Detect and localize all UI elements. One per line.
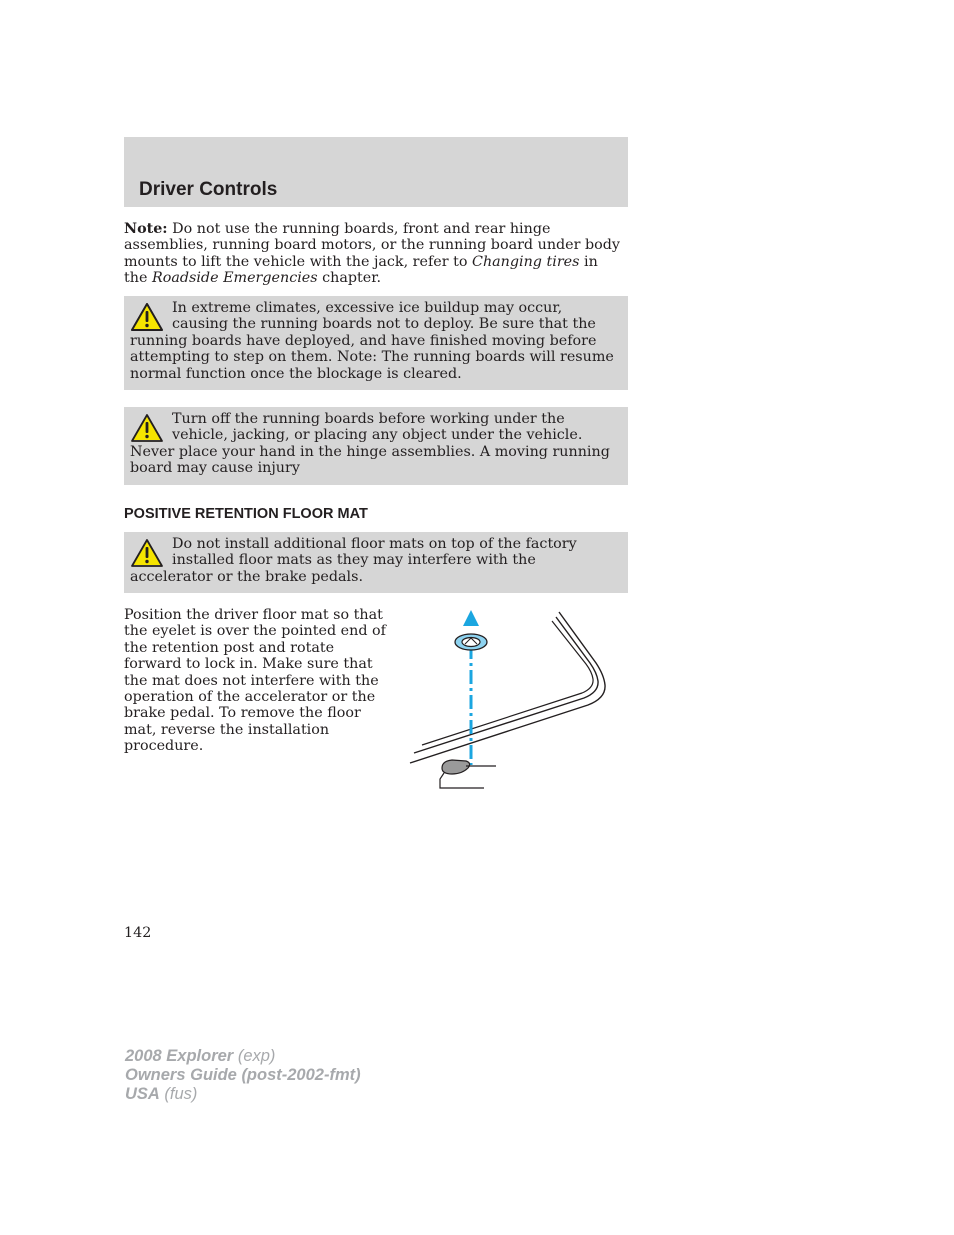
warning-box-ice-buildup [124,296,628,390]
note-paragraph [124,221,624,287]
warning-triangle-icon [130,302,164,332]
retention-post [442,760,470,774]
floor-mat-retention-post-illustration [400,605,628,795]
note-reference-roadside-emergencies: Roadside Emergencies [151,270,318,287]
section-title: Driver Controls [139,179,278,200]
page-number: 142 [124,925,152,941]
note-text-2: in the [124,253,598,287]
floor-mat-instructions: Position the driver floor mat so that the eyelet is over the pointed end of the retention post and rotate forward to lock in. Make sure that the mat does not interfere with the operation of the accelerator or the brake pedal. To remove the floor mat, reverse the installation procedure. [124,607,386,755]
section-heading: POSITIVE RETENTION FLOOR MAT [124,506,368,522]
note-text-1: Do not use the running boards, front and rear hinge assemblies, running board motors, or the running board under body mounts to lift the vehicle with the jack, refer to [124,221,621,270]
footer-line-1: 2008 Explorer (exp) [125,1047,276,1065]
note-label: Note: [124,221,168,237]
warning-text: In extreme climates, excessive ice buildup may occur, causing the running boards not to deploy. Be sure that the running boards have deployed, and have finished moving before attempting to step on them. Note: The running boards will resume normal function once the blockage is cleared. [130,300,614,382]
document-footer [125,1047,361,1104]
note-text-3: chapter. [317,270,382,287]
section-header-band [124,137,628,207]
warning-text: Do not install additional floor mats on top of the factory installed floor mats as they may interfere with the accelerator or the brake pedals. [130,536,577,585]
warning-text: Turn off the running boards before working under the vehicle, jacking, or placing any object under the vehicle. Never place your hand in the hinge assemblies. A moving running board may cause injury [130,411,610,477]
warning-triangle-icon [130,413,164,443]
floor-mat-inner-edge-1 [414,617,598,753]
footer-line-2: Owners Guide (post-2002-fmt) [125,1066,361,1084]
footer-line-3: USA (fus) [125,1085,198,1103]
warning-box-turn-off-running-boards [124,407,628,485]
warning-triangle-icon [130,538,164,568]
eyelet-inner [462,638,480,647]
floor-mat-inner-edge-2 [422,621,593,745]
warning-box-additional-floor-mats [124,532,628,593]
floor-mat-outer-edge [410,612,605,763]
note-reference-changing-tires: Changing tires [472,253,580,270]
placement-arrow-head [463,610,479,626]
